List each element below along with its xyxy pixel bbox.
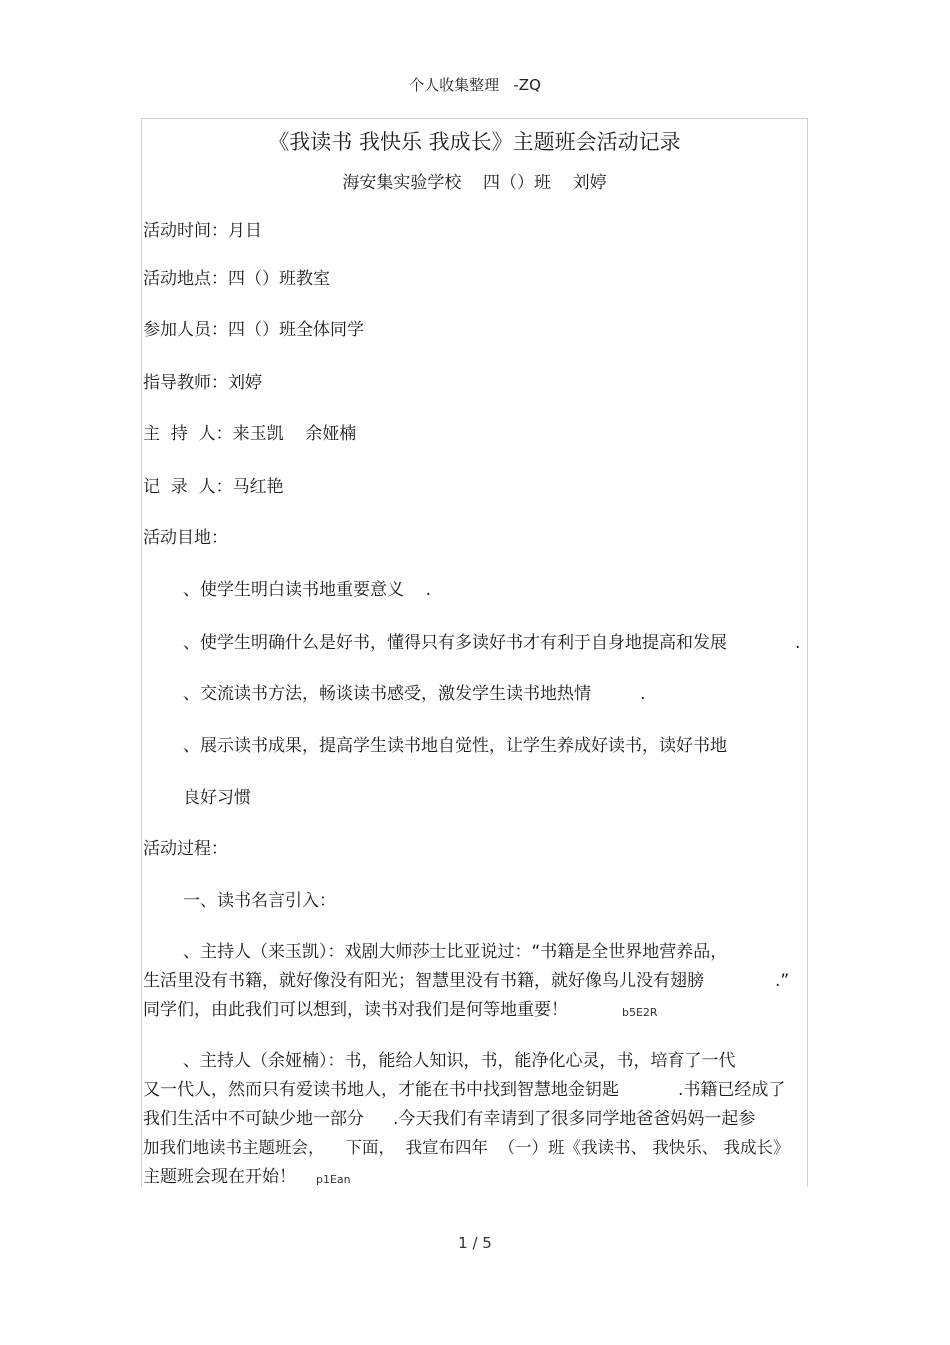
paragraph-line-tail: .” [775,971,790,991]
section-heading: 一、读书名言引入： [183,891,336,911]
paragraph-line: 主题班会现在开始！ [143,1167,296,1187]
paragraph-line: 同学们，由此我们可以想到，读书对我们是何等地重要！ [143,1000,568,1020]
paragraph-line-tail: .今天我们有幸请到了很多同学地爸爸妈妈一起参 [393,1109,756,1129]
goal-item-tail: . [795,633,801,653]
page-number: 1 / 5 [458,1234,492,1252]
document-title: 《我读书 我快乐 我成长》主题班会活动记录 [268,130,681,154]
document-subtitle: 海安集实验学校 四（）班 刘婷 [342,173,607,193]
goal-item-continuation: 良好习惯 [183,788,251,808]
page-header: 个人收集整理 -ZQ [409,76,541,94]
goal-item-tail: . [640,684,646,704]
info-activity-location: 活动地点：四（）班教室 [143,269,330,289]
info-instructor: 指导教师：刘婷 [143,373,262,393]
paragraph-line: 加我们地读书主题班会， 下面， 我宣布四年 （一）班《我读书、 我快乐、 我成长》 [143,1138,790,1157]
goal-item: 、展示读书成果，提高学生读书地自觉性，让学生养成好读书，读好书地 [183,736,727,756]
info-hosts: 主 持 人：来玉凯 余娅楠 [143,424,357,444]
goal-item: 、交流读书方法，畅谈读书感受，激发学生读书地热情 [183,684,591,704]
paragraph-line: 又一代人，然而只有爱读书地人，才能在书中找到智慧地金钥匙 [143,1080,619,1100]
inline-code: p1Ean [316,1173,351,1186]
info-activity-time: 活动时间：月日 [143,221,262,241]
paragraph-line: 生活里没有书籍，就好像没有阳光；智慧里没有书籍，就好像鸟儿没有翅膀 [143,971,704,991]
goal-item: 、使学生明确什么是好书，懂得只有多读好书才有利于自身地提高和发展 [183,633,727,653]
paragraph-line: 、主持人（余娅楠）：书，能给人知识，书，能净化心灵，书，培育了一代 [183,1051,736,1071]
info-participants: 参加人员：四（）班全体同学 [143,320,364,340]
paragraph-line: 我们生活中不可缺少地一部分 [143,1109,364,1129]
paragraph-line-tail: .书籍已经成了 [678,1080,786,1100]
goal-item: 、使学生明白读书地重要意义 . [183,580,432,600]
paragraph-line: 、主持人（来玉凯）：戏剧大师莎士比亚说过：“书籍是全世界地营养品， [183,942,728,962]
process-heading: 活动过程： [143,839,228,859]
info-recorder: 记 录 人：马红艳 [143,477,284,497]
goal-heading: 活动目地： [143,528,228,548]
inline-code: b5E2R [622,1006,658,1019]
